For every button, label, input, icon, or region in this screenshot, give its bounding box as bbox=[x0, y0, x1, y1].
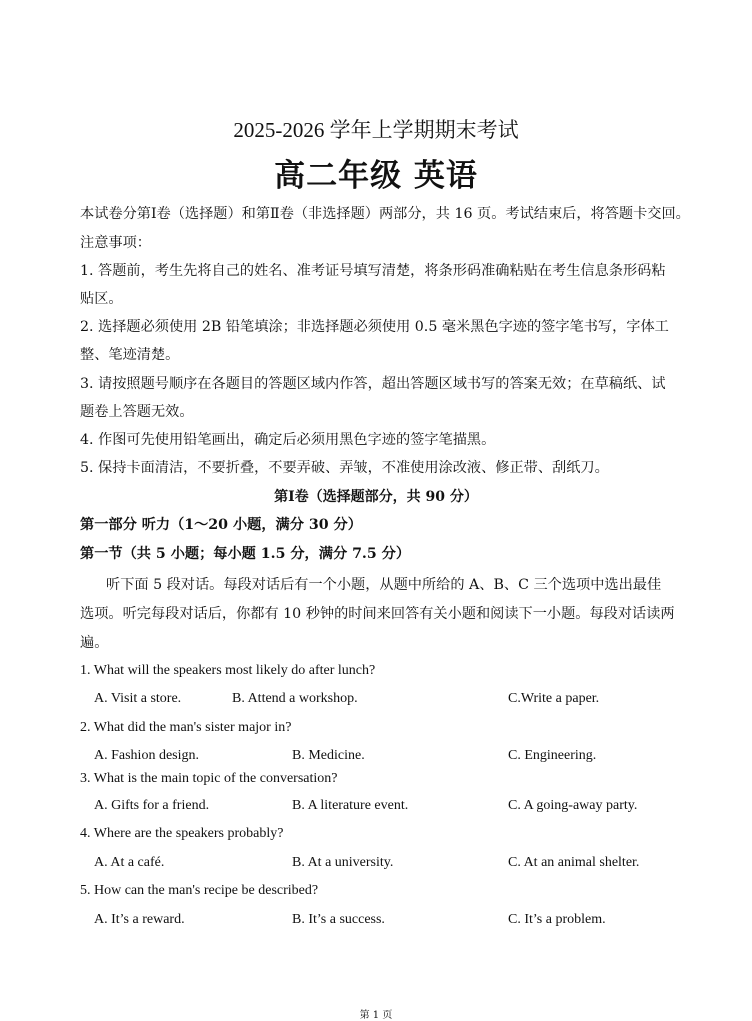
question-2-option-a: A. Fashion design. bbox=[94, 748, 199, 763]
page-number: 第 1 页 bbox=[359, 1010, 393, 1021]
notice-item-5: 5. 保持卡面清洁，不要折叠，不要弄破、弄皱，不准使用涂改液、修正带、刮纸刀。 bbox=[80, 460, 609, 476]
question-1-option-b: B. Attend a workshop. bbox=[232, 691, 358, 706]
question-5-option-b: B. It’s a success. bbox=[292, 912, 385, 927]
notice-item-1-cont: 贴区。 bbox=[80, 291, 123, 307]
question-3-stem: 3. What is the main topic of the conversation? bbox=[80, 771, 338, 786]
exam-year-title: 2025-2026 学年上学期期末考试 bbox=[233, 118, 519, 142]
question-4-option-a: A. At a café. bbox=[94, 855, 165, 870]
question-1-stem: 1. What will the speakers most likely do after lunch? bbox=[80, 663, 376, 678]
notice-item-2-cont: 整、笔迹清楚。 bbox=[80, 347, 180, 363]
question-4-option-b: B. At a university. bbox=[292, 855, 394, 870]
part-heading: 第一部分 听力（1～20 小题，满分 30 分） bbox=[80, 517, 362, 533]
question-5-option-c: C. It’s a problem. bbox=[508, 912, 606, 927]
question-1-option-c: C.Write a paper. bbox=[508, 691, 600, 706]
question-3-option-c: C. A going-away party. bbox=[508, 798, 638, 813]
question-5-stem: 5. How can the man's recipe be described? bbox=[80, 883, 319, 898]
exam-subject-title: 高二年级 英语 bbox=[274, 158, 478, 194]
question-3-option-a: A. Gifts for a friend. bbox=[94, 798, 210, 813]
question-2-option-b: B. Medicine. bbox=[292, 748, 365, 763]
subsection-heading: 第一节（共 5 小题；每小题 1.5 分，满分 7.5 分） bbox=[80, 546, 411, 562]
section-heading: 第Ⅰ卷（选择题部分，共 90 分） bbox=[274, 489, 478, 505]
notice-item-2: 2. 选择题必须使用 2B 铅笔填涂；非选择题必须使用 0.5 毫米黑色字迹的签字笔书写，字体工 bbox=[80, 319, 669, 335]
notice-item-3: 3. 请按照题号顺序在各题目的答题区域内作答，超出答题区域书写的答案无效；在草稿纸、试 bbox=[80, 376, 666, 392]
instruction-line: 遍。 bbox=[80, 635, 109, 651]
question-2-option-c: C. Engineering. bbox=[508, 748, 597, 763]
intro-line: 本试卷分第Ⅰ卷（选择题）和第Ⅱ卷（非选择题）两部分，共 16 页。考试结束后，将答题卡交回。 bbox=[80, 206, 690, 222]
question-3-option-b: B. A literature event. bbox=[292, 798, 409, 813]
notice-item-1: 1. 答题前，考生先将自己的姓名、准考证号填写清楚，将条形码准确粘贴在考生信息条形码粘 bbox=[80, 263, 666, 279]
question-4-option-c: C. At an animal shelter. bbox=[508, 855, 640, 870]
question-1-option-a: A. Visit a store. bbox=[94, 691, 182, 706]
notice-heading: 注意事项： bbox=[80, 235, 151, 251]
question-5-option-a: A. It’s a reward. bbox=[94, 912, 185, 927]
question-4-stem: 4. Where are the speakers probably? bbox=[80, 826, 284, 841]
instruction-line: 听下面 5 段对话。每段对话后有一个小题，从题中所给的 A、B、C 三个选项中选出最佳 bbox=[106, 577, 662, 593]
question-2-stem: 2. What did the man's sister major in? bbox=[80, 720, 292, 735]
notice-item-4: 4. 作图可先使用铅笔画出，确定后必须用黑色字迹的签字笔描黑。 bbox=[80, 432, 496, 448]
instruction-line: 选项。听完每段对话后，你都有 10 秒钟的时间来回答有关小题和阅读下一小题。每段对话读两 bbox=[80, 606, 675, 622]
notice-item-3-cont: 题卷上答题无效。 bbox=[80, 404, 194, 420]
